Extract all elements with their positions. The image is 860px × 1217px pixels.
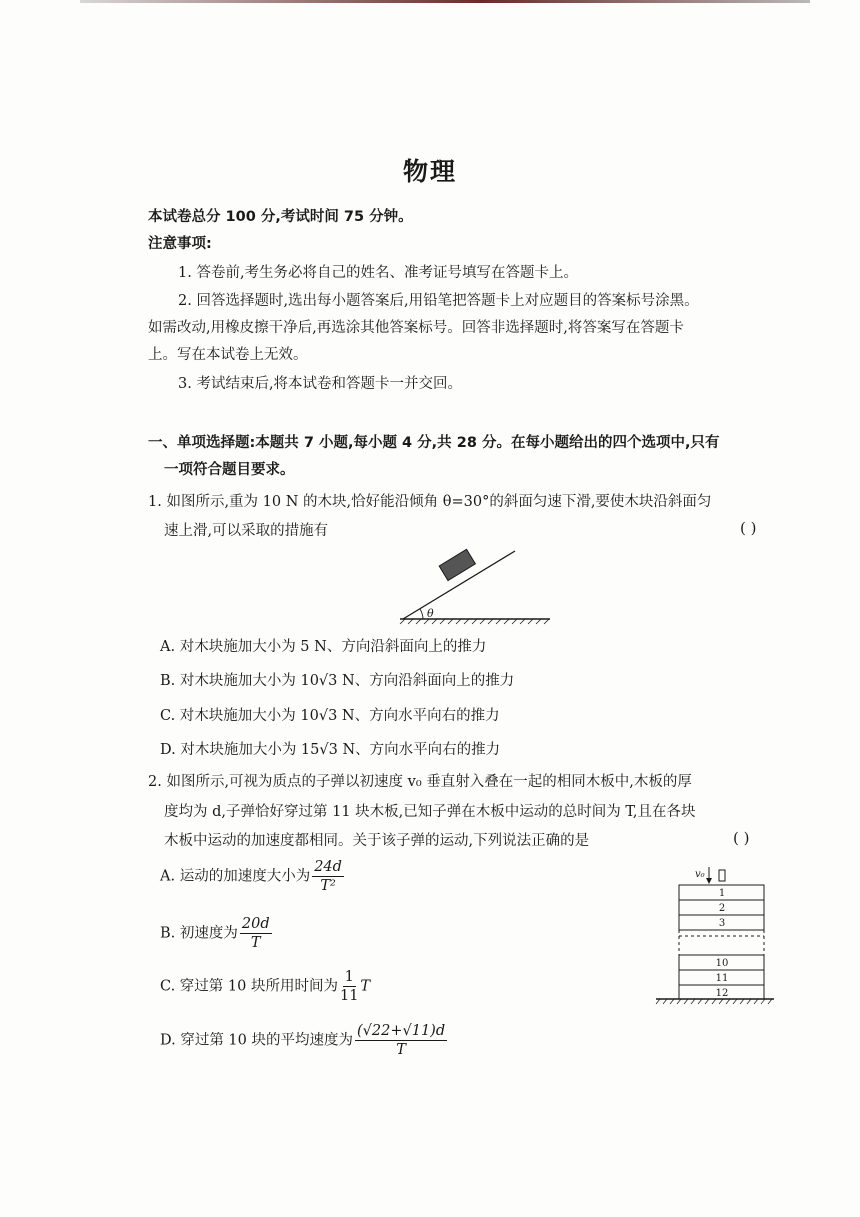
board-label-2: 2 bbox=[718, 903, 726, 914]
q2-option-d bbox=[160, 1022, 449, 1059]
q2-option-c-fraction bbox=[340, 968, 358, 1005]
page-title: 物理 bbox=[402, 157, 457, 186]
q2-option-b bbox=[160, 915, 274, 952]
q1-option-c: C. 对木块施加大小为 10√3 N、方向水平向右的推力 bbox=[160, 708, 500, 724]
q1-incline-figure bbox=[395, 545, 555, 625]
q2-option-c-text: C. 穿过第 10 块所用时间为 bbox=[160, 978, 338, 995]
section-heading-cont: 一项符合题目要求。 bbox=[164, 462, 295, 478]
notice-item-2-end: 上。写在本试卷上无效。 bbox=[148, 347, 308, 363]
board-label-11: 11 bbox=[715, 973, 729, 984]
q2-option-d-fraction bbox=[355, 1022, 447, 1059]
score-line: 本试卷总分 100 分,考试时间 75 分钟。 bbox=[148, 209, 413, 225]
q1-answer-paren: ( ) bbox=[740, 519, 757, 537]
fraction-denominator: T bbox=[396, 1042, 406, 1058]
fraction-denominator: T bbox=[250, 935, 261, 951]
q1-theta-label: θ bbox=[427, 607, 434, 620]
fraction-denominator: 11 bbox=[339, 988, 359, 1004]
q2-board-stack-figure bbox=[652, 863, 777, 1008]
notice-heading: 注意事项: bbox=[148, 236, 212, 252]
q2-option-a-fraction bbox=[312, 858, 344, 895]
q2-option-b-text: B. 初速度为 bbox=[160, 925, 238, 942]
fraction-numerator: 20d bbox=[241, 916, 270, 932]
fraction-numerator: (√22+√11)d bbox=[357, 1023, 446, 1039]
q2-option-a-text: A. 运动的加速度大小为 bbox=[160, 868, 311, 885]
q1-stem: 1. 如图所示,重为 10 N 的木块,恰好能沿倾角 θ=30°的斜面匀速下滑,要使木块沿斜面匀 bbox=[148, 494, 712, 510]
board-label-12: 12 bbox=[715, 988, 729, 999]
q2-answer-paren: ( ) bbox=[733, 829, 750, 847]
notice-item-3: 3. 考试结束后,将本试卷和答题卡一并交回。 bbox=[178, 376, 463, 392]
q2-option-d-text: D. 穿过第 10 块的平均速度为 bbox=[160, 1032, 353, 1049]
q1-option-d: D. 对木块施加大小为 15√3 N、方向水平向右的推力 bbox=[160, 742, 501, 758]
board-label-10: 10 bbox=[715, 958, 729, 969]
q2-option-c bbox=[160, 968, 370, 1005]
q2-stem-cont: 度均为 d,子弹恰好穿过第 11 块木板,已知子弹在木板中运动的总时间为 T,且在各块 bbox=[164, 804, 696, 820]
q2-v0-label: v₀ bbox=[695, 869, 705, 880]
notice-item-2: 2. 回答选择题时,选出每小题答案后,用铅笔把答题卡上对应题目的答案标号涂黑。 bbox=[178, 293, 699, 309]
board-label-3: 3 bbox=[718, 918, 726, 929]
q2-stem-end: 木板中运动的加速度都相同。关于该子弹的运动,下列说法正确的是 bbox=[164, 833, 590, 849]
q2-option-a bbox=[160, 858, 346, 895]
fraction-numerator: 1 bbox=[344, 969, 354, 985]
q1-option-b: B. 对木块施加大小为 10√3 N、方向沿斜面向上的推力 bbox=[160, 673, 515, 689]
fraction-denominator: T² bbox=[320, 878, 336, 894]
board-label-1: 1 bbox=[718, 888, 726, 899]
q2-option-c-tail: T bbox=[360, 978, 371, 995]
notice-item-2-cont: 如需改动,用橡皮擦干净后,再选涂其他答案标号。回答非选择题时,将答案写在答题卡 bbox=[148, 320, 684, 336]
notice-item-1: 1. 答卷前,考生务必将自己的姓名、准考证号填写在答题卡上。 bbox=[178, 265, 579, 281]
fraction-numerator: 24d bbox=[314, 859, 342, 875]
q2-stem: 2. 如图所示,可视为质点的子弹以初速度 v₀ 垂直射入叠在一起的相同木板中,木板的厚 bbox=[148, 774, 692, 790]
q2-option-b-fraction bbox=[240, 915, 272, 952]
section-heading: 一、单项选择题:本题共 7 小题,每小题 4 分,共 28 分。在每小题给出的四个选项中,只有 bbox=[148, 435, 720, 451]
q1-option-a: A. 对木块施加大小为 5 N、方向沿斜面向上的推力 bbox=[160, 639, 487, 655]
q1-stem-cont: 速上滑,可以采取的措施有 bbox=[164, 523, 329, 539]
